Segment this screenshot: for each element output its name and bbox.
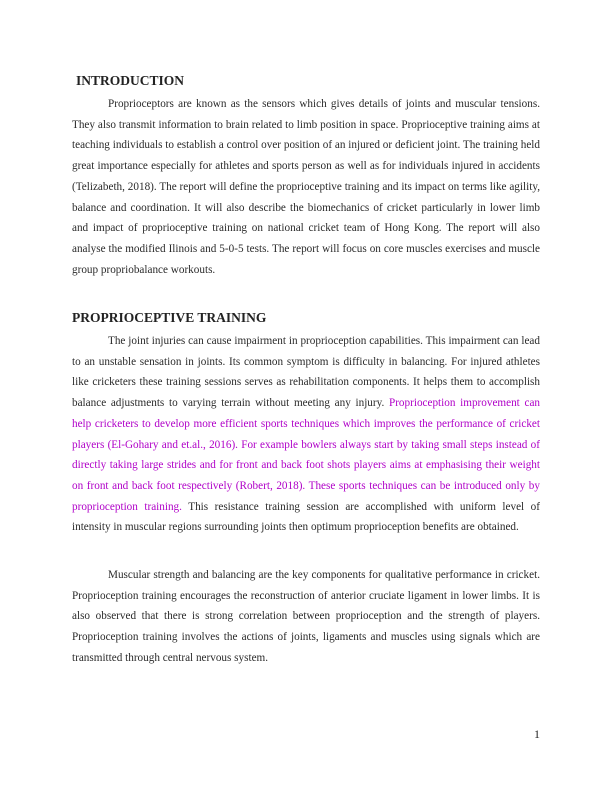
section-heading-proprioceptive-training: PROPRIOCEPTIVE TRAINING [72,310,267,325]
section-heading-introduction: INTRODUCTION [76,73,185,88]
paragraph-text-after-highlight: This resistance training session are accomplished with uniform level of intensity in muscular regions surrounding joints then optimum proprioception benefits are obtained. [72,500,540,534]
proprioceptive-training-paragraph-2: Muscular strength and balancing are the key components for qualitative performance in cricket. Proprioception training encourages the reconstruction of anterior cruciate ligament in lower limbs. It is also observed that there is strong correlation between proprioception and the strength of players. Proprioception training involves the actions of joints, ligaments and muscles using signals which are transmitted through central nervous system. [72,569,540,664]
highlighted-text: Proprioception improvement can help cricketers to develop more efficient sports techniques which improves the performance of cricket players (El-Gohary and et.al., 2016). For example bowlers always start by taking small steps instead of directly taking large strides and for front and back foot shots players aims at emphasising their weight on front and back foot respectively (Robert, 2018). These sports techniques can be introduced only by proprioception training. [72,397,540,513]
proprioceptive-training-paragraph-1 [72,331,540,538]
paragraph-text-before-highlight: The joint injuries can cause impairment in proprioception capabilities. This impairment can lead to an unstable sensation in joints. Its common symptom is difficulty in balancing. For injured athletes like cricketers these training sessions serves as rehabilitation components. It helps them to accomplish balance adjustments to varying terrain without meeting any injury. [72,335,540,410]
introduction-paragraph: Proprioceptors are known as the sensors which gives details of joints and muscular tensions. They also transmit information to brain related to limb position in space. Proprioceptive training aims at teaching individuals to establish a control over position of an injured or deficient joint. The training held great importance especially for athletes and sports person as well as for individuals injured in accidents (Telizabeth, 2018). The report will define the proprioceptive training and its impact on terms like agility, balance and coordination. It will also describe the biomechanics of cricket particularly in lower limb and impact of proprioceptive training on national cricket team of Hong Kong. The report will also analyse the modified Ilinois and 5-0-5 tests. The report will focus on core muscles exercises and muscle group propriobalance workouts. [72,98,540,276]
page-number: 1 [534,727,540,741]
